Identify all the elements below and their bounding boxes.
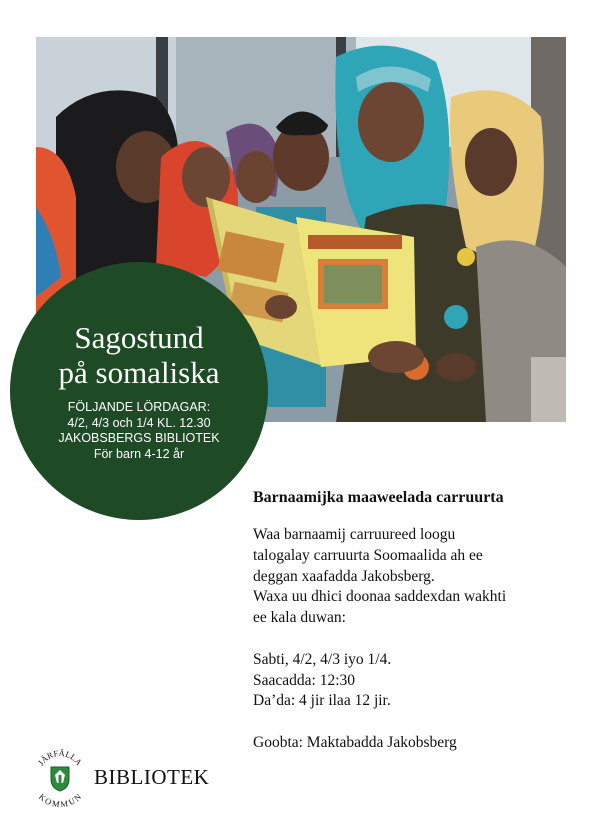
location-line: Goobta: Maktabadda Jakobsberg (253, 733, 457, 751)
title-circle (10, 262, 268, 520)
title-line-1: Sagostund (74, 320, 204, 355)
seal-text-top: JÄRFÄLLA (35, 747, 85, 768)
library-brand: BIBLIOTEK (94, 764, 210, 789)
seal-text-bottom: KOMMUN (36, 791, 84, 807)
paragraph-line: deggan xaafadda Jakobsberg. (253, 567, 435, 585)
paragraph-line: ee kala duwan: (253, 609, 346, 627)
info-line: För barn 4-12 år (93, 446, 185, 461)
intro-paragraph (253, 525, 593, 629)
schedule-line: Saacadda: 12:30 (253, 671, 356, 689)
paragraph-line: Waxa uu dhici doonaa saddexdan wakhti (253, 588, 507, 606)
jarfalla-library-logo (30, 747, 209, 807)
schedule-line: Da’da: 4 jir ilaa 12 jir. (253, 692, 391, 710)
poster-title (10, 320, 268, 390)
info-line: JAKOBSBERGS BIBLIOTEK (58, 431, 220, 445)
article-heading: Barnaamijka maaweelada carruurta (253, 489, 504, 506)
title-line-2: på somaliska (58, 355, 220, 390)
svg-text:JÄRFÄLLA (36, 748, 85, 768)
somali-description (253, 488, 593, 754)
jarfalla-seal-icon (30, 747, 90, 807)
event-info (10, 400, 268, 462)
svg-text:KOMMUN (37, 792, 83, 807)
paragraph-line: talogalay carruurta Soomaalida ah ee (253, 546, 483, 564)
schedule-paragraph (253, 650, 593, 712)
paragraph-line: Waa barnaamij carruureed loogu (253, 526, 456, 543)
info-line: 4/2, 4/3 och 1/4 KL. 12.30 (67, 415, 211, 430)
info-line: FÖLJANDE LÖRDAGAR: (67, 400, 211, 414)
schedule-line: Sabti, 4/2, 4/3 iyo 1/4. (253, 650, 392, 668)
